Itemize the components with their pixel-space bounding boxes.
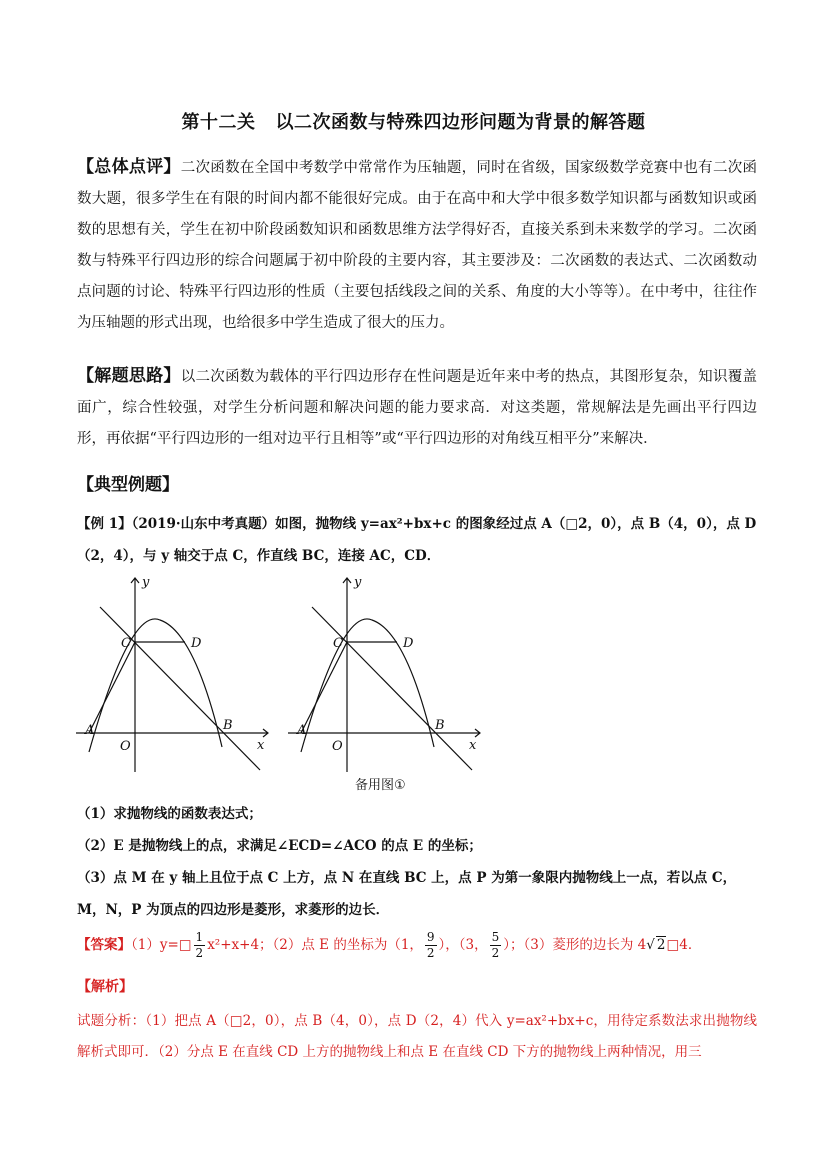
label-d: D [403,636,414,651]
title-part2: 以二次函数与特殊四边形问题为背景的解答题 [275,112,646,133]
figure-main [70,572,270,777]
label-c: C [333,636,343,651]
examples-heading: 【典型例题】 [77,475,179,495]
segment-ac [89,642,135,733]
example1-line1: 【例 1】（2019·山东中考真题）如图，抛物线 y=ax²+bx+c 的图象经过点 A（□2，0），点 B（4，0），点 D [77,516,757,532]
sqrt-icon: √ [646,937,655,953]
answer-line [77,930,767,961]
label-x: x [469,738,477,753]
fraction-nine-halves: $\frac{9}{2}$ [426,930,435,960]
idea-text: 以二次函数为载体的平行四边形存在性问题是近年来中考的热点，其图形复杂，知识覆盖面广，综合性较强，对学生分析问题和解决问题的能力要求高．对这类题，常规解法是先画出平行四边形，再依据“平行四边形的一组对边平行且相等”或“平行四边形的对角线互相平分”来解决． [77,369,758,447]
label-a: A [85,723,95,738]
label-b: B [435,718,445,733]
page-title [0,108,827,134]
overview-heading: 【总体点评】 [77,157,181,177]
label-b: B [223,718,233,733]
overview-paragraph [77,152,757,339]
label-x: x [257,738,265,753]
answer-part2: x²+x+4；（2）点 E 的坐标为（1， [207,937,423,953]
idea-paragraph [77,361,757,455]
figure-spare [282,572,482,777]
segment-ac [301,642,347,733]
parabola [301,619,434,752]
answer-label: 【答案】 [77,937,131,953]
answer-part3: ），（3， [438,937,488,953]
question-2: （2）E 是抛物线上的点，求满足∠ECD=∠ACO 的点 E 的坐标； [77,838,482,854]
fraction-five-halves: $\frac{5}{2}$ [491,930,500,960]
label-c: C [121,636,131,651]
answer-part1: （1）y=□ [131,937,192,953]
label-o: O [332,739,343,754]
parabola [89,619,222,752]
sqrt-argument: 2 [656,937,666,953]
figure-caption: 备用图① [355,778,406,793]
question-3-line1: （3）点 M 在 y 轴上且位于点 C 上方，点 N 在直线 BC 上，点 P 为第一象限内抛物线上一点，若以点 C， [77,870,737,886]
question-3-line2: M，N，P 为顶点的四边形是菱形，求菱形的边长． [77,902,390,918]
fraction-half: $\frac{1}{2}$ [195,930,204,960]
label-d: D [191,636,202,651]
analysis-text: 试题分析：（1）把点 A（□2，0），点 B（4，0），点 D（2，4）代入 y=ax²+bx+c，用待定系数法求出抛物线解析式即可．（2）分点 E 在直线 CD 上方的抛物线上和点 E 在直线 CD 下方的抛物线上两种情况，用三 [77,1013,757,1060]
answer-part5: □4． [666,937,702,953]
idea-heading: 【解题思路】 [77,366,181,386]
overview-text: 二次函数在全国中考数学中常常作为压轴题，同时在省级，国家级数学竞赛中也有二次函数大题，很多学生在有限的时间内都不能很好完成。由于在高中和大学中很多数学知识都与函数知识或函数的思想有关，学生在初中阶段函数知识和函数思维方法学得好否，直接关系到未来数学的学习。二次函数与特殊平行四边形的综合问题属于初中阶段的主要内容，其主要涉及：二次函数的表达式、二次函数动点问题的讨论、特殊平行四边形的性质（主要包括线段之间的关系、角度的大小等等）。在中考中，往往作为压轴题的形式出现，也给很多中学生造成了很大的压力。 [77,160,758,331]
label-a: A [297,723,307,738]
label-y: y [354,575,362,590]
answer-part4: ）；（3）菱形的边长为 4 [503,937,647,953]
question-1: （1）求抛物线的函数表达式； [77,806,262,822]
label-o: O [120,739,131,754]
title-part1: 第十二关 [181,112,256,133]
label-y: y [142,575,150,590]
example1-line2: （2，4），与 y 轴交于点 C，作直线 BC，连接 AC，CD． [77,548,441,564]
analysis-heading: 【解析】 [77,979,133,995]
